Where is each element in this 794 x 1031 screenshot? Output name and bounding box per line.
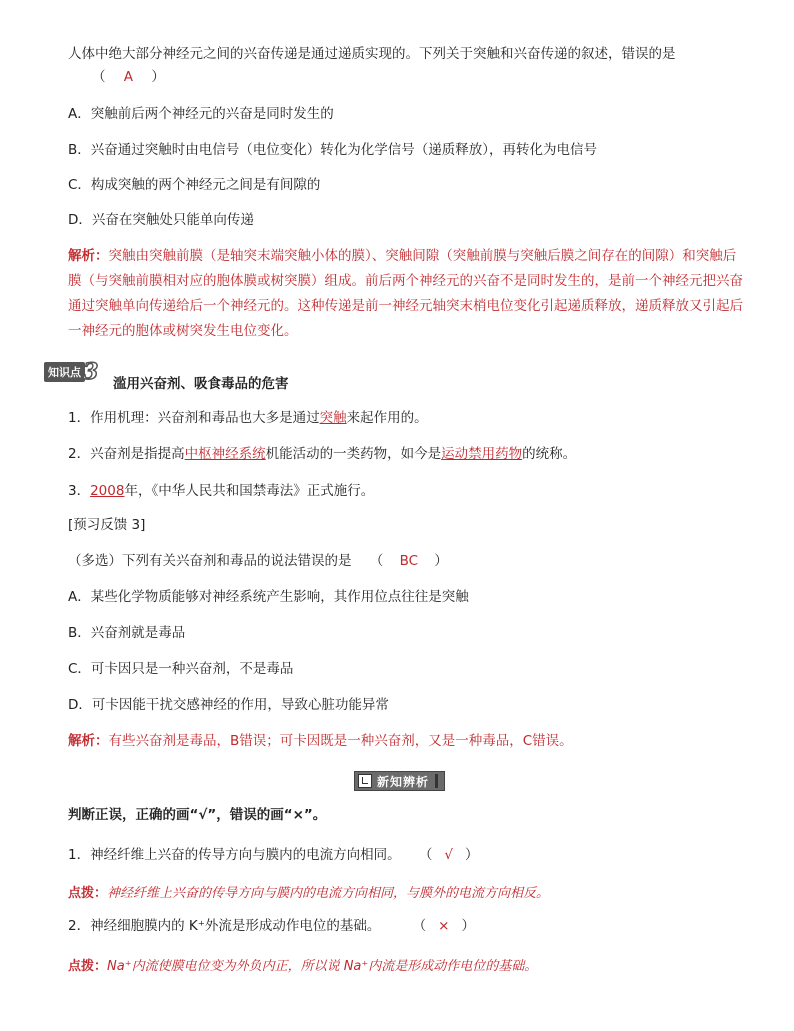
option-c: C．可卡因只是一种兴奋剂，不是毒品: [68, 661, 294, 677]
question-1-analysis: [68, 244, 748, 344]
answer-bracket-open: （: [92, 69, 106, 85]
analysis-label: 解析：: [68, 733, 109, 749]
answer-bracket-open: （: [369, 553, 384, 569]
fact-2: [68, 444, 576, 464]
analysis-text: 有些兴奋剂是毒品，B错误；可卡因既是一种兴奋剂，又是一种毒品，C错误。: [108, 733, 573, 749]
option-a: A．突触前后两个神经元的兴奋是同时发生的: [68, 106, 334, 122]
option-c: C．构成突触的两个神经元之间是有间隙的: [68, 177, 321, 193]
fact-2-middle: 机能活动的一类药物，如今是: [265, 446, 442, 462]
fact-2-tail: 的统称。: [522, 446, 577, 462]
banner-divider: [435, 774, 438, 788]
answer-value: BC: [399, 553, 419, 569]
answer-bracket-close: ）: [434, 553, 448, 569]
question-1-stem: 人体中绝大部分神经元之间的兴奋传递是通过递质实现的。下列关于突触和兴奋传递的叙述，错误的是: [68, 46, 676, 62]
fact-1: [68, 408, 428, 428]
answer-bracket-close: ）: [465, 847, 479, 863]
judge-item-2: [68, 916, 475, 936]
fact-2-text: 2．兴奋剂是指提高: [68, 446, 185, 462]
option-d: D．可卡因能干扰交感神经的作用，导致心脏功能异常: [68, 697, 389, 713]
judge-tip-1: [68, 882, 549, 901]
fact-2-blank-2: 运动禁用药物: [441, 446, 523, 462]
fact-3-tail: 年，《中华人民共和国禁毒法》正式施行。: [124, 483, 375, 499]
fact-1-text: 1．作用机理：兴奋剂和毒品也大多是通过: [68, 410, 320, 426]
answer-bracket-open: （: [418, 847, 433, 863]
analysis-label: 解析：: [68, 248, 109, 264]
fact-3-text: 3．: [68, 483, 91, 499]
fact-1-blank: 突触: [319, 410, 347, 426]
feedback-heading: [预习反馈 3]: [68, 517, 146, 533]
badge-label: 知识点: [44, 362, 85, 382]
judge-mark: √: [444, 847, 453, 863]
fact-2-blank-1: 中枢神经系统: [184, 446, 266, 462]
judge-item-text: 1．神经纤维上兴奋的传导方向与膜内的电流方向相同。: [68, 847, 401, 863]
answer-bracket-open: （: [412, 918, 427, 934]
judge-item-1: [68, 845, 479, 865]
badge-number: 3: [83, 359, 99, 385]
judge-mark: ×: [438, 918, 450, 934]
judge-item-text: 2．神经细胞膜内的 K⁺外流是形成动作电位的基础。: [68, 918, 381, 934]
tip-label: 点拨：: [68, 959, 108, 974]
answer-bracket-close: ）: [151, 69, 165, 85]
fact-3-blank: 2008: [90, 483, 125, 499]
judge-instruction: 判断正误，正确的画“√”，错误的画“×”。: [68, 807, 327, 823]
question-1-answer: [92, 67, 165, 87]
banner-label: 新知辨析: [377, 774, 430, 789]
new-knowledge-banner: [354, 771, 445, 791]
fact-1-tail: 来起作用的。: [346, 410, 428, 426]
tip-label: 点拨：: [68, 886, 108, 901]
fact-3: [68, 481, 374, 501]
option-b: B．兴奋剂就是毒品: [68, 625, 186, 641]
tip-text: Na⁺内流使膜电位变为外负内正，所以说 Na⁺内流是形成动作电位的基础。: [107, 959, 538, 974]
tip-text: 神经纤维上兴奋的传导方向与膜内的电流方向相同，与膜外的电流方向相反。: [107, 886, 550, 901]
question-2-stem: [68, 551, 448, 571]
judge-tip-2: [68, 955, 537, 974]
document-check-icon: [358, 774, 372, 788]
option-b: B．兴奋通过突触时由电信号（电位变化）转化为化学信号（递质释放），再转化为电信号: [68, 142, 598, 158]
question-2-text: （多选）下列有关兴奋剂和毒品的说法错误的是: [68, 553, 352, 569]
knowledge-point-badge: [44, 359, 99, 385]
answer-value: A: [123, 69, 134, 85]
analysis-text: 突触由突触前膜（是轴突末端突触小体的膜）、突触间隙（突触前膜与突触后膜之间存在的间隙）和突触后膜（与突触前膜相对应的胞体膜或树突膜）组成。前后两个神经元的兴奋不是同时发生的，是前一个神经元把兴奋通过突触单向传递给后一个神经元的。这种传递是前一神经元轴突末梢电位变化引起递质释放，递质释放又引起后一神经元的胞体或树突发生电位变化。: [68, 248, 743, 339]
question-2-analysis: [68, 731, 573, 751]
answer-bracket-close: ）: [461, 918, 475, 934]
option-d: D．兴奋在突触处只能单向传递: [68, 212, 254, 228]
section-title: 滥用兴奋剂、吸食毒品的危害: [113, 376, 289, 392]
option-a: A．某些化学物质能够对神经系统产生影响，其作用位点往往是突触: [68, 589, 469, 605]
